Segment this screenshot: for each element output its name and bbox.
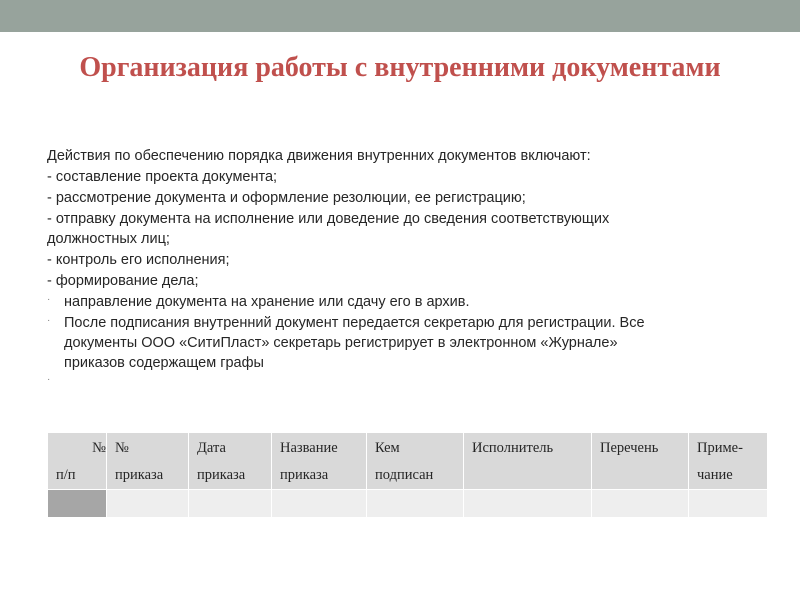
- bullet-text: После подписания внутренний документ передается секретарю для регистрации. Все: [64, 315, 645, 331]
- table-cell[interactable]: [367, 490, 464, 518]
- action-item: - рассмотрение документа и оформление резолюции, ее регистрацию;: [47, 190, 526, 206]
- header-line: Дата: [197, 440, 226, 456]
- empty-bullet-marker: ·: [47, 374, 51, 385]
- slide-body: [47, 146, 747, 373]
- header-line: подписан: [375, 467, 434, 483]
- table-header-row: [48, 433, 768, 490]
- action-item: - формирование дела;: [47, 273, 199, 289]
- action-item: - составление проекта документа;: [47, 169, 278, 185]
- action-item-continuation: должностных лиц;: [47, 231, 170, 247]
- bullet-item-archive: [47, 292, 747, 312]
- bullet-marker: ·: [47, 294, 51, 305]
- header-line: Приме-: [697, 440, 743, 456]
- header-line: Исполнитель: [472, 440, 554, 456]
- header-line: приказа: [197, 467, 246, 483]
- table-cell[interactable]: [189, 490, 272, 518]
- intro-line: Действия по обеспечению порядка движения внутренних документов включают:: [47, 148, 591, 164]
- header-line: №: [92, 440, 106, 456]
- bullet-text: документы ООО «СитиПласт» секретарь регистрирует в электронном «Журнале»: [64, 335, 618, 351]
- action-item: - контроль его исполнения;: [47, 252, 230, 268]
- header-line: Кем: [375, 440, 400, 456]
- column-header: [189, 433, 272, 490]
- bullet-text: приказов содержащем графы: [64, 355, 264, 371]
- table-cell[interactable]: [272, 490, 367, 518]
- table-cell[interactable]: [464, 490, 592, 518]
- table-cell[interactable]: [48, 490, 107, 518]
- table-cell[interactable]: [592, 490, 689, 518]
- header-line: №: [115, 440, 129, 456]
- bullet-marker: ·: [47, 315, 51, 326]
- header-line: п/п: [56, 467, 76, 483]
- column-header: [689, 433, 768, 490]
- column-header: [592, 433, 689, 490]
- table-cell[interactable]: [689, 490, 768, 518]
- header-line: Название: [280, 440, 338, 456]
- column-header: [272, 433, 367, 490]
- column-header: [367, 433, 464, 490]
- bullet-item-registration: [47, 313, 747, 373]
- table-cell[interactable]: [107, 490, 189, 518]
- top-decorative-bar: [0, 0, 800, 32]
- column-header: [107, 433, 189, 490]
- slide-title: Организация работы с внутренними документами: [79, 52, 721, 83]
- action-item: - отправку документа на исполнение или доведение до сведения соответствующих: [47, 211, 610, 227]
- bullet-text: направление документа на хранение или сдачу его в архив.: [64, 294, 470, 310]
- header-line: приказа: [280, 467, 329, 483]
- table-row: [48, 490, 768, 518]
- column-header: [48, 433, 107, 490]
- header-line: чание: [697, 467, 733, 483]
- header-line: приказа: [115, 467, 164, 483]
- column-header: [464, 433, 592, 490]
- header-line: Перечень: [600, 440, 659, 456]
- order-journal-table: [47, 432, 768, 518]
